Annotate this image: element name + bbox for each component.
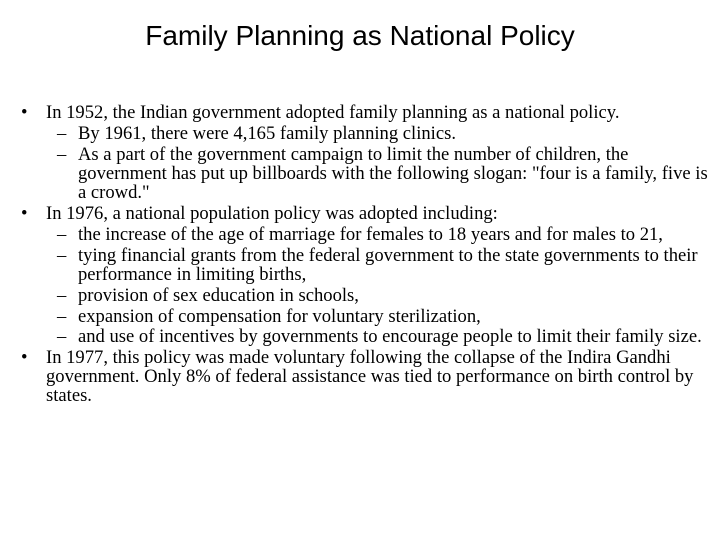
sub-bullet-item: – As a part of the government campaign to limit the number of children, the government has put up billboards with the following slogan: "four is a family, five is a crowd." (0, 146, 720, 203)
sub-bullet-item: – By 1961, there were 4,165 family planning clinics. (0, 125, 720, 144)
bullet-item: • In 1952, the Indian government adopted family planning as a national policy. (0, 104, 720, 123)
sub-bullet-item: – expansion of compensation for voluntary sterilization, (0, 308, 720, 327)
bullet-item: • In 1977, this policy was made voluntary following the collapse of the Indira Gandhi government. Only 8% of federal assistance was tied to performance on birth control by states. (0, 349, 720, 406)
slide-title: Family Planning as National Policy (145, 20, 575, 51)
sub-bullet-item: – provision of sex education in schools, (0, 287, 720, 306)
sub-bullet-item: – and use of incentives by governments to encourage people to limit their family size. (0, 328, 720, 347)
slide-body (0, 104, 720, 408)
sub-bullet-item: – the increase of the age of marriage for females to 18 years and for males to 21, (0, 226, 720, 245)
bullet-item: • In 1976, a national population policy was adopted including: (0, 205, 720, 224)
sub-bullet-item: – tying financial grants from the federal government to the state governments to their performance in limiting births, (0, 247, 720, 285)
